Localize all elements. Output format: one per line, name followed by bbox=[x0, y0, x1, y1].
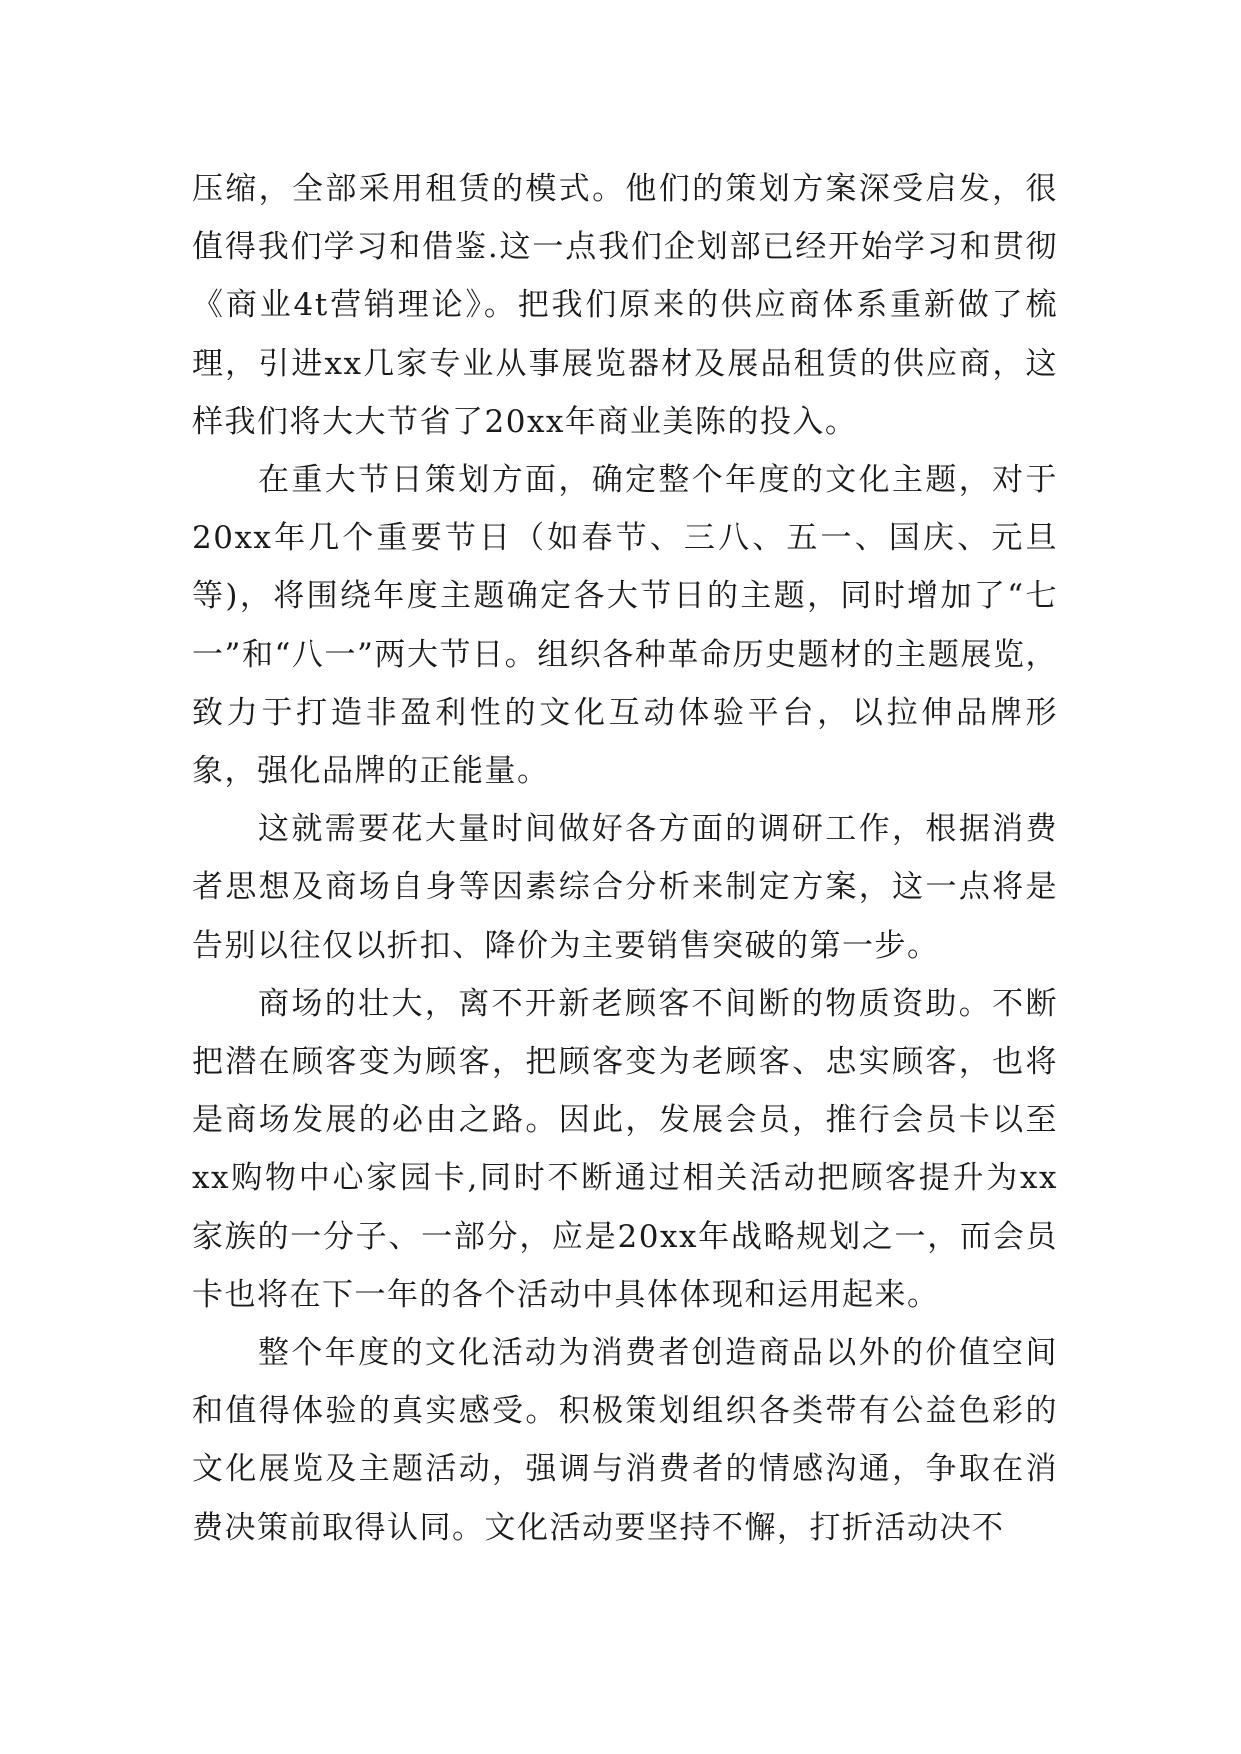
document-body bbox=[192, 160, 1058, 1557]
paragraph-4: 商场的壮大，离不开新老顾客不间断的物质资助。不断把潜在顾客变为顾客，把顾客变为老顾客、忠实顾客，也将是商场发展的必由之路。因此，发展会员，推行会员卡以至xx购物中心家园卡,同时不断通过相关活动把顾客提升为xx家族的一分子、一部分，应是20xx年战略规划之一，而会员卡也将在下一年的各个活动中具体体现和运用起来。 bbox=[192, 985, 1058, 1313]
paragraph-3: 这就需要花大量时间做好各方面的调研工作，根据消费者思想及商场自身等因素综合分析来制定方案，这一点将是告别以往仅以折扣、降价为主要销售突破的第一步。 bbox=[192, 811, 1058, 964]
paragraph-2: 在重大节日策划方面，确定整个年度的文化主题，对于20xx年几个重要节日（如春节、三八、五一、国庆、元旦等)，将围绕年度主题确定各大节日的主题，同时增加了“七一”和“八一”两大节日。组织各种革命历史题材的主题展览，致力于打造非盈利性的文化互动体验平台，以拉伸品牌形象，强化品牌的正能量。 bbox=[192, 462, 1058, 790]
paragraph-1: 压缩，全部采用租赁的模式。他们的策划方案深受启发，很值得我们学习和借鉴.这一点我们企划部已经开始学习和贯彻《商业4t营销理论》。把我们原来的供应商体系重新做了梳理，引进xx几家专业从事展览器材及展品租赁的供应商，这样我们将大大节省了20xx年商业美陈的投入。 bbox=[192, 171, 1058, 440]
paragraph-5: 整个年度的文化活动为消费者创造商品以外的价值空间和值得体验的真实感受。积极策划组织各类带有公益色彩的文化展览及主题活动，强调与消费者的情感沟通，争取在消费决策前取得认同。文化活动要坚持不懈，打折活动决不 bbox=[192, 1335, 1058, 1546]
